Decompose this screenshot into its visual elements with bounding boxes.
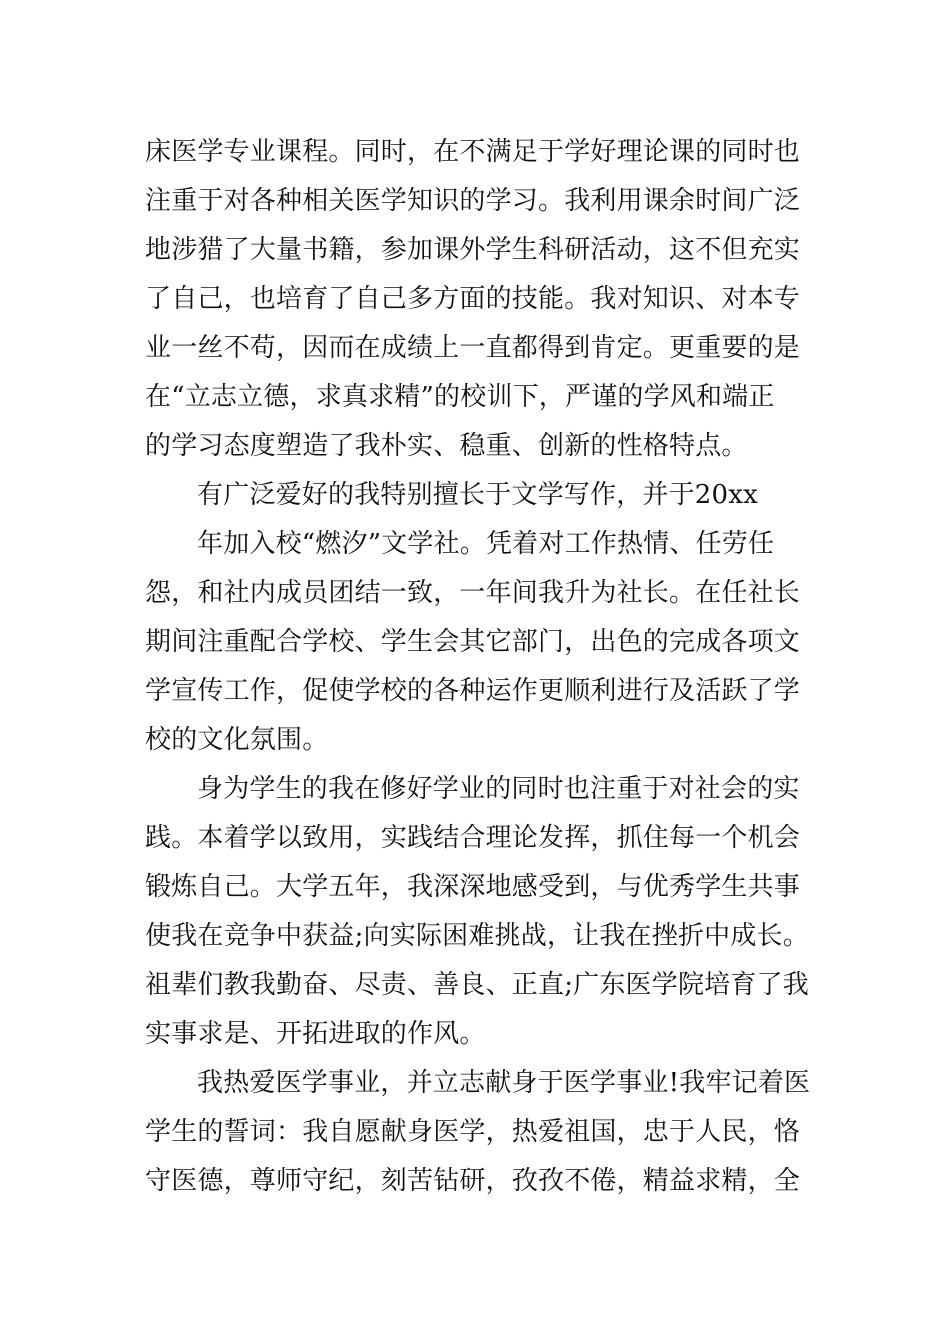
text-line-10: 怨，和社内成员团结一致，一年间我升为社长。在任社长 [145, 578, 801, 608]
text-line-16: 锻炼自己。大学五年，我深深地感受到，与优秀学生共事 [145, 872, 801, 902]
document-body [145, 128, 810, 1206]
text-line-17: 使我在竞争中获益;向实际困难挑战，让我在挫折中成长。 [145, 921, 809, 951]
text-line-22: 守医德，尊师守纪，刻苦钻研，孜孜不倦，精益求精，全 [145, 1166, 801, 1196]
text-line-4: 了自己，也培育了自己多方面的技能。我对知识、对本专 [145, 284, 801, 314]
paragraph-start-line-20: 我热爱医学事业，并立志献身于医学事业!我牢记着医 [197, 1068, 811, 1098]
text-line-1: 床医学专业课程。同时，在不满足于学好理论课的同时也 [145, 137, 801, 167]
text-line-13: 校的文化氛围。 [145, 725, 329, 755]
text-line-11: 期间注重配合学校、学生会其它部门，出色的完成各项文 [145, 627, 801, 657]
text-line-9: 年加入校“燃汐”文学社。凭着对工作热情、任劳任 [197, 529, 775, 559]
text-line-18: 祖辈们教我勤奋、尽责、善良、正直;广东医学院培育了我 [145, 970, 809, 1000]
text-line-5: 业一丝不苟，因而在成绩上一直都得到肯定。更重要的是 [145, 333, 801, 363]
text-line-19: 实事求是、开拓进取的作风。 [145, 1019, 486, 1049]
paragraph-start-line-8: 有广泛爱好的我特别擅长于文学写作，并于20xx [197, 480, 759, 510]
text-line-3: 地涉猎了大量书籍，参加课外学生科研活动，这不但充实 [145, 235, 801, 265]
text-line-6: 在“立志立德，求真求精”的校训下，严谨的学风和端正 [145, 382, 775, 412]
text-line-2: 注重于对各种相关医学知识的学习。我利用课余时间广泛 [145, 186, 801, 216]
text-line-12: 学宣传工作，促使学校的各种运作更顺利进行及活跃了学 [145, 676, 801, 706]
text-line-21: 学生的誓词：我自愿献身医学，热爱祖国，忠于人民，恪 [145, 1117, 801, 1147]
paragraph-start-line-14: 身为学生的我在修好学业的同时也注重于对社会的实 [197, 774, 800, 804]
text-line-15: 践。本着学以致用，实践结合理论发挥，抓住每一个机会 [145, 823, 801, 853]
text-line-7: 的学习态度塑造了我朴实、稳重、创新的性格特点。 [145, 431, 748, 461]
